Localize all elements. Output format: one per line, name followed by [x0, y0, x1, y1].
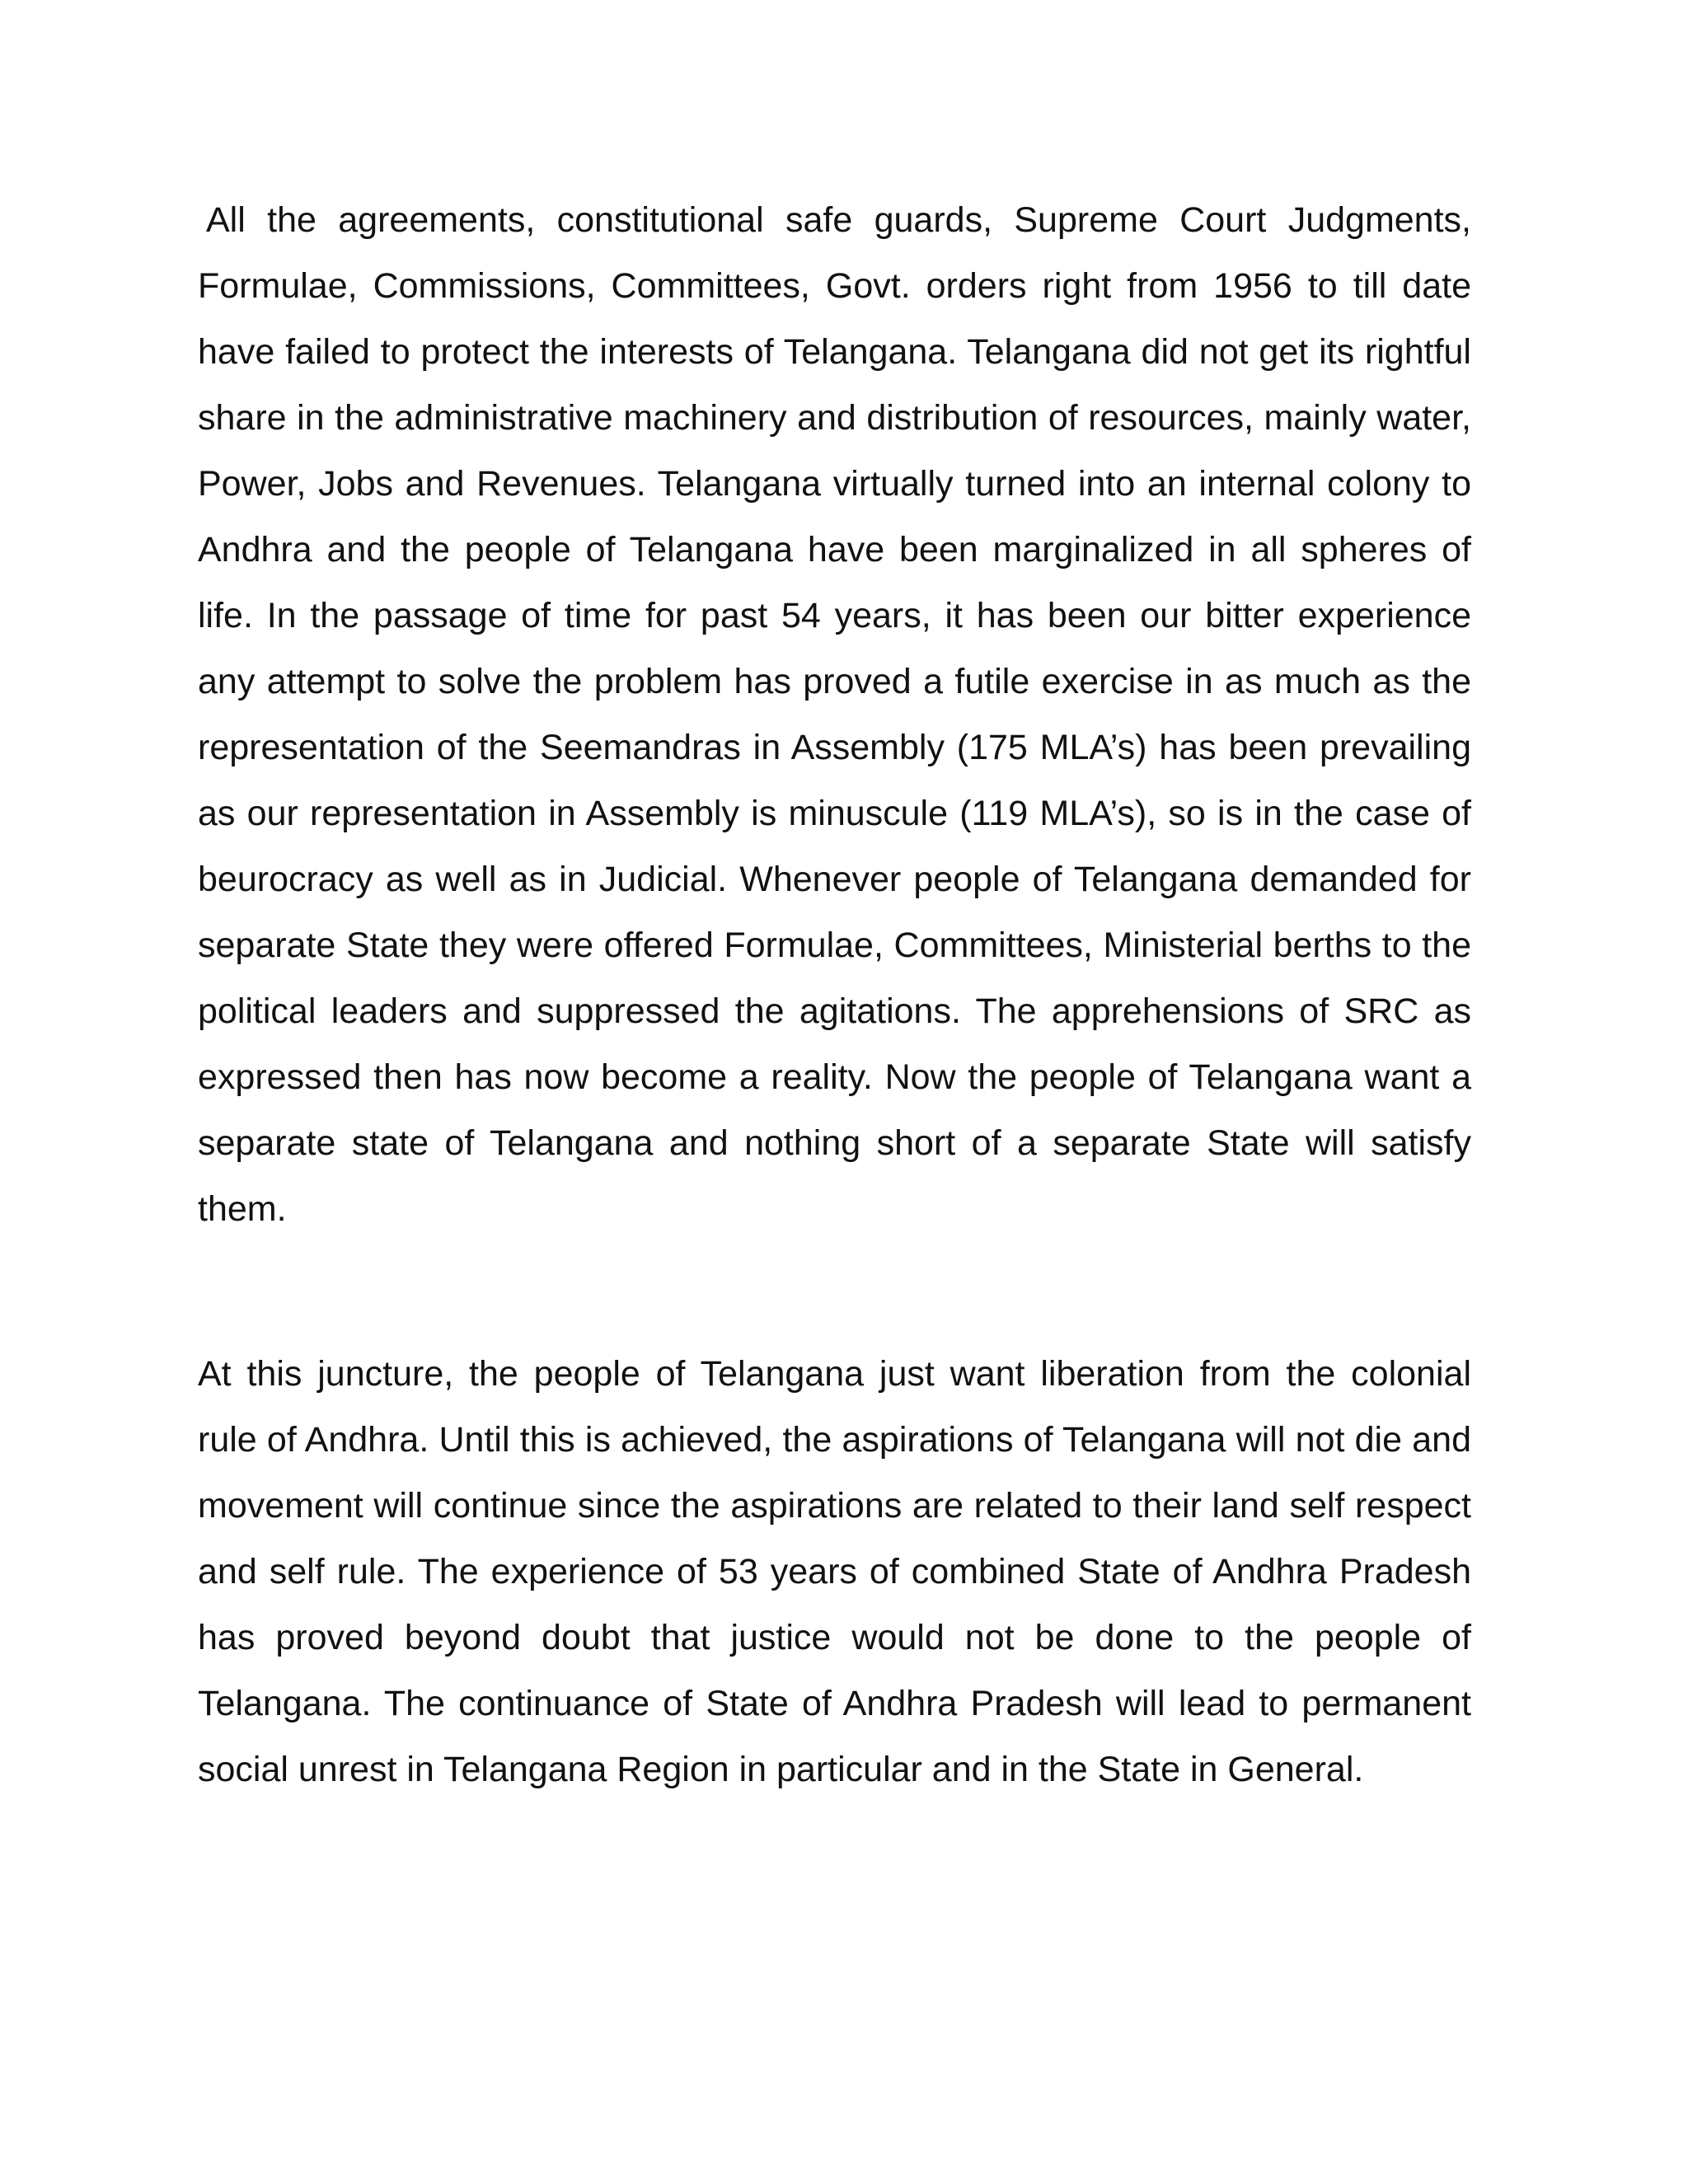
paragraph-2: At this juncture, the people of Telangana just want liberation from the colonial rule of Andhra. Until this is achieved, the aspirations of Telangana will not die and movement will continue since the aspirations are related to their land self respect and self rule. The experience of 53 years of combined State of Andhra Pradesh has proved beyond doubt that justice would not be done to the people of Telangana. The continuance of State of Andhra Pradesh will lead to permanent social unrest in Telangana Region in particular and in the State in General.: [198, 1354, 1471, 1789]
paragraph-1: All the agreements, constitutional safe guards, Supreme Court Judgments, Formulae, Commissions, Committees, Govt. orders right from 1956 to till date have failed to protect the interests of Telangana. Telangana did not get its rightful share in the administrative machinery and distribution of resources, mainly water, Power, Jobs and Revenues. Telangana virtually turned into an internal colony to Andhra and the people of Telangana have been marginalized in all spheres of life. In the passage of time for past 54 years, it has been our bitter experience any attempt to solve the problem has proved a futile exercise in as much as the representation of the Seemandras in Assembly (175 MLA’s) has been prevailing as our representation in Assembly is minuscule (119 MLA’s), so is in the case of beurocracy as well as in Judicial. Whenever people of Telangana demanded for separate State they were offered Formulae, Committees, Ministerial berths to the political leaders and suppressed the agitations. The apprehensions of SRC as expressed then has now become a reality. Now the people of Telangana want a separate state of Telangana and nothing short of a separate State will satisfy them.: [198, 200, 1471, 1229]
